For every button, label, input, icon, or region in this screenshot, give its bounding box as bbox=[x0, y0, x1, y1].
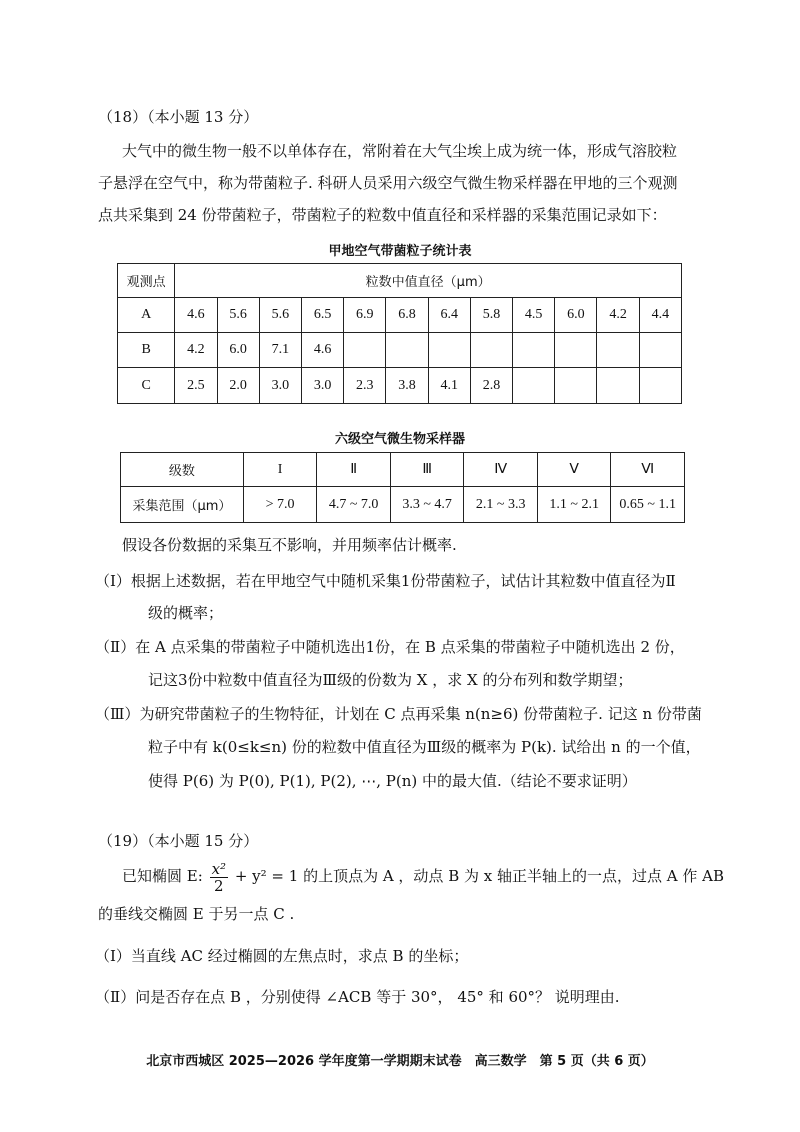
row-label-a: A bbox=[118, 298, 175, 333]
table-cell: 2.8 bbox=[470, 368, 512, 404]
table-cell: 6.8 bbox=[386, 298, 428, 333]
particle-statistics-table bbox=[117, 263, 682, 404]
q19-line-1-start: 已知椭圆 E: bbox=[122, 867, 203, 885]
table-cell: 6.0 bbox=[555, 298, 597, 333]
level-cell: Ⅴ bbox=[537, 453, 611, 487]
q19-line-1 bbox=[122, 857, 724, 895]
table-cell: 4.5 bbox=[513, 298, 555, 333]
table-cell: 4.2 bbox=[597, 298, 639, 333]
table-cell: 2.5 bbox=[175, 368, 217, 404]
q18-part1-line-1: （Ⅰ）根据上述数据，若在甲地空气中随机采集1份带菌粒子，试估计其粒数中值直径为Ⅱ bbox=[95, 572, 676, 590]
table1-caption: 甲地空气带菌粒子统计表 bbox=[328, 244, 472, 259]
table-cell bbox=[555, 333, 597, 368]
range-cell: > 7.0 bbox=[243, 487, 317, 523]
table-cell: 6.5 bbox=[301, 298, 343, 333]
ellipse-fraction bbox=[210, 861, 228, 894]
range-row-label: 采集范围（μm） bbox=[121, 487, 244, 523]
table-cell bbox=[386, 333, 428, 368]
q18-intro-line-1: 大气中的微生物一般不以单体存在，常附着在大气尘埃上成为统一体，形成气溶胶粒 bbox=[122, 142, 678, 160]
table-cell bbox=[428, 333, 470, 368]
row-label-c: C bbox=[118, 368, 175, 404]
table1-corner-header: 观测点 bbox=[118, 264, 175, 298]
q18-part2-line-1: （Ⅱ）在 A 点采集的带菌粒子中随机选出1份，在 B 点采集的带菌粒子中随机选出 2 份， bbox=[95, 638, 685, 656]
range-cell: 1.1 ~ 2.1 bbox=[537, 487, 611, 523]
table-cell bbox=[513, 333, 555, 368]
q18-intro-line-2: 子悬浮在空气中，称为带菌粒子. 科研人员采用六级空气微生物采样器在甲地的三个观测 bbox=[98, 174, 678, 192]
sampler-range-table bbox=[120, 452, 685, 523]
level-row-label: 级数 bbox=[121, 453, 244, 487]
q19-line-2: 的垂线交椭圆 E 于另一点 C . bbox=[98, 905, 295, 923]
level-cell: Ⅳ bbox=[464, 453, 538, 487]
table-row bbox=[121, 487, 685, 523]
table-cell: 6.0 bbox=[217, 333, 259, 368]
table-cell bbox=[639, 368, 681, 404]
table-row bbox=[121, 453, 685, 487]
level-cell: Ⅱ bbox=[317, 453, 391, 487]
q18-part2-line-2: 记这3份中粒数中值直径为Ⅲ级的份数为 X ，求 X 的分布列和数学期望； bbox=[148, 671, 633, 689]
table-cell: 7.1 bbox=[259, 333, 301, 368]
table-cell bbox=[344, 333, 386, 368]
table-row bbox=[118, 333, 682, 368]
fraction-denominator: 2 bbox=[214, 876, 224, 895]
table-cell bbox=[597, 368, 639, 404]
q18-part3-line-1: （Ⅲ）为研究带菌粒子的生物特征，计划在 C 点再采集 n(n≥6) 份带菌粒子. 记这 n 份带菌 bbox=[95, 705, 702, 723]
range-cell: 3.3 ~ 4.7 bbox=[390, 487, 464, 523]
level-cell: Ⅵ bbox=[611, 453, 685, 487]
q18-part1-line-2: 级的概率； bbox=[148, 604, 224, 622]
table-cell bbox=[513, 368, 555, 404]
row-label-b: B bbox=[118, 333, 175, 368]
table1-value-header: 粒数中值直径（μm） bbox=[175, 264, 682, 298]
q18-intro-line-3: 点共采集到 24 份带菌粒子，带菌粒子的粒数中值直径和采样器的采集范围记录如下： bbox=[98, 206, 667, 224]
table-cell: 5.8 bbox=[470, 298, 512, 333]
q18-part3-line-2: 粒子中有 k(0≤k≤n) 份的粒数中值直径为Ⅲ级的概率为 P(k). 试给出 n 的一个值， bbox=[148, 738, 701, 756]
fraction-numerator: x² bbox=[211, 859, 227, 878]
assumption-text: 假设各份数据的采集互不影响，并用频率估计概率. bbox=[122, 536, 457, 554]
table-cell: 6.9 bbox=[344, 298, 386, 333]
table-cell: 5.6 bbox=[217, 298, 259, 333]
q18-heading: （18）（本小题 13 分） bbox=[98, 108, 259, 126]
range-cell: 0.65 ~ 1.1 bbox=[611, 487, 685, 523]
table-cell bbox=[555, 368, 597, 404]
table-cell: 2.0 bbox=[217, 368, 259, 404]
table-cell: 4.4 bbox=[639, 298, 681, 333]
table-cell: 3.8 bbox=[386, 368, 428, 404]
table-cell: 6.4 bbox=[428, 298, 470, 333]
table-cell: 5.6 bbox=[259, 298, 301, 333]
table-cell: 4.2 bbox=[175, 333, 217, 368]
table2-caption: 六级空气微生物采样器 bbox=[334, 432, 465, 447]
q19-line-1-rest: + y² = 1 的上顶点为 A ，动点 B 为 x 轴正半轴上的一点，过点 A 作 AB bbox=[234, 867, 724, 885]
table-cell bbox=[470, 333, 512, 368]
page-footer: 北京市西城区 2025—2026 学年度第一学期期末试卷 高三数学 第 5 页（共 6 页） bbox=[146, 1054, 654, 1069]
q19-part2: （Ⅱ）问是否存在点 B ，分别使得 ∠ACB 等于 30°， 45° 和 60°？ 说明理由. bbox=[95, 988, 620, 1006]
q18-part3-line-3: 使得 P(6) 为 P(0), P(1), P(2), ⋯, P(n) 中的最大值.（结论不要求证明） bbox=[148, 772, 637, 790]
table-cell: 2.3 bbox=[344, 368, 386, 404]
range-cell: 4.7 ~ 7.0 bbox=[317, 487, 391, 523]
table-cell: 4.1 bbox=[428, 368, 470, 404]
range-cell: 2.1 ~ 3.3 bbox=[464, 487, 538, 523]
table-cell: 4.6 bbox=[301, 333, 343, 368]
level-cell: Ⅲ bbox=[390, 453, 464, 487]
table-cell: 3.0 bbox=[259, 368, 301, 404]
table-cell: 4.6 bbox=[175, 298, 217, 333]
table-cell: 3.0 bbox=[301, 368, 343, 404]
q19-heading: （19）（本小题 15 分） bbox=[98, 832, 259, 850]
table-row bbox=[118, 298, 682, 333]
q19-part1: （Ⅰ）当直线 AC 经过椭圆的左焦点时，求点 B 的坐标； bbox=[95, 947, 469, 965]
table-cell bbox=[639, 333, 681, 368]
table-cell bbox=[597, 333, 639, 368]
level-cell: I bbox=[243, 453, 317, 487]
table-row bbox=[118, 368, 682, 404]
